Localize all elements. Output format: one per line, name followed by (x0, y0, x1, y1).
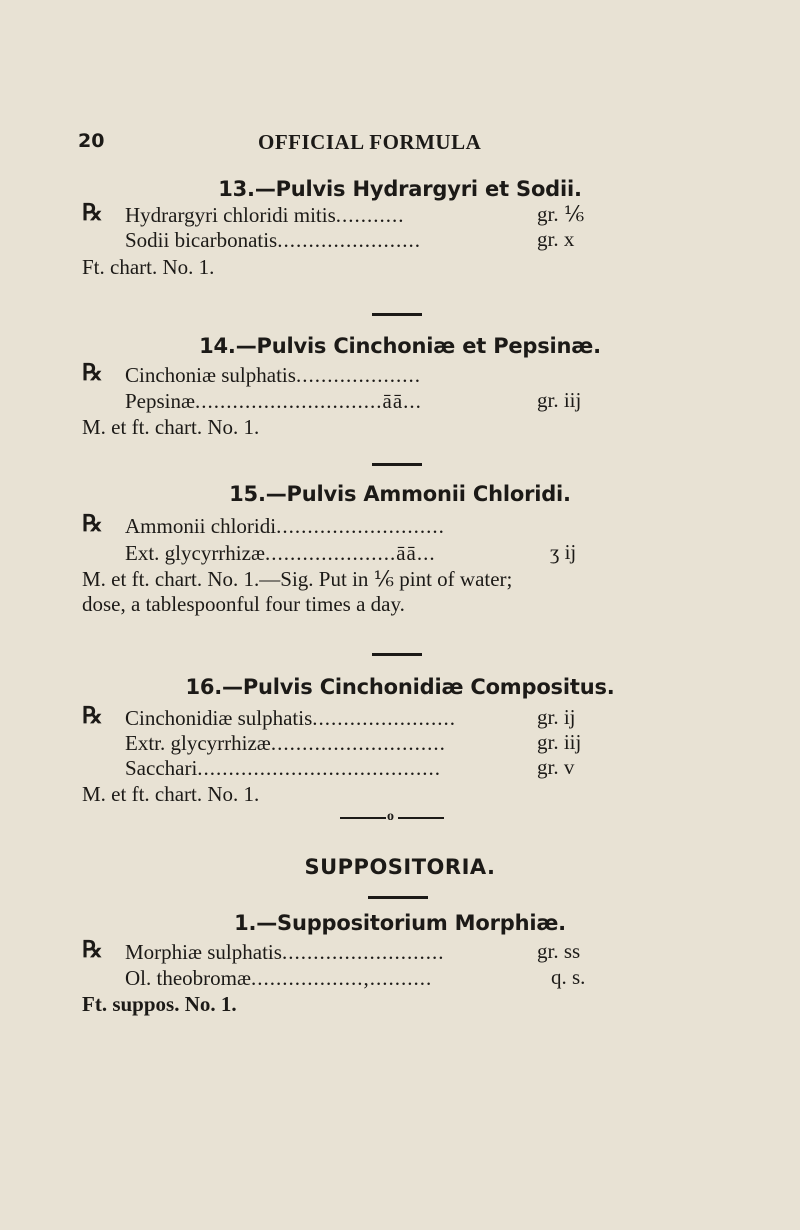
ingredient-name: Ammonii chloridi (125, 514, 277, 538)
ingredient-name: Ext. glycyrrhizæ (125, 541, 265, 565)
leader-dots: ..................,.......... (251, 966, 433, 990)
leader-dots: ....................... (277, 228, 421, 252)
section-divider (372, 313, 422, 316)
leader-dots: .......................... (281, 940, 445, 964)
leader-dots: ............................ (270, 731, 446, 755)
leader-dots: ....................... (312, 706, 457, 730)
ingredient-name: Extr. glycyrrhizæ (125, 731, 271, 755)
formula-direction: M. et ft. chart. No. 1. (82, 782, 260, 806)
ingredient-name: Ol. theobromæ (125, 966, 251, 990)
running-title: OFFICIAL FORMULA (258, 130, 482, 154)
recipe-symbol: ℞ (82, 937, 103, 962)
recipe-symbol: ℞ (82, 511, 103, 536)
ingredient-dose: gr. ss (537, 939, 581, 963)
formula-14-heading: 14.—Pulvis Cinchoniæ et Pepsinæ. (199, 334, 601, 358)
ingredient-dose: gr. iij (537, 388, 582, 412)
ingredient-name: Hydrargyri chloridi mitis (125, 203, 336, 227)
leader-dots: ....................................... (197, 756, 442, 780)
formula-1-heading: 1.—Suppositorium Morphiæ. (234, 911, 566, 935)
recipe-symbol: ℞ (82, 703, 103, 728)
ingredient-dose: q. s. (551, 965, 586, 989)
recipe-symbol: ℞ (82, 200, 103, 225)
ingredient-name: Pepsinæ (125, 389, 196, 413)
ingredient-name: Morphiæ sulphatis (125, 940, 282, 964)
ingredient-name: Cinchoniæ sulphatis (125, 363, 296, 387)
ingredient-name: Sodii bicarbonatis (125, 228, 278, 252)
section-divider (368, 896, 428, 899)
ingredient-name: Sacchari (125, 756, 198, 780)
ingredient-dose: ʒ ij (550, 540, 577, 564)
ornament-divider (340, 809, 450, 824)
leader-dots: .................... (295, 363, 421, 387)
ingredient-line (125, 965, 625, 991)
leader-dots: ..............................āā... (195, 389, 422, 413)
formula-direction-continued: dose, a tablespoonful four times a day. (82, 592, 405, 616)
section-title: SUPPOSITORIA. (304, 855, 496, 879)
leader-dots: ........................... (276, 514, 445, 538)
formula-direction: M. et ft. chart. No. 1. (82, 415, 260, 439)
ingredient-dose: gr. ij (537, 705, 576, 729)
formula-15-heading: 15.—Pulvis Ammonii Chloridi. (229, 482, 571, 506)
leader-dots: ........... (335, 203, 405, 227)
formula-13-heading: 13.—Pulvis Hydrargyri et Sodii. (218, 177, 582, 201)
page-number: 20 (78, 130, 105, 152)
ornament-o: o (387, 809, 394, 824)
formula-16-heading: 16.—Pulvis Cinchonidiæ Compositus. (185, 675, 615, 699)
ingredient-dose: gr. x (537, 227, 575, 251)
formula-direction: Ft. chart. No. 1. (82, 255, 215, 279)
ingredient-dose: gr. v (537, 755, 575, 779)
formula-direction: Ft. suppos. No. 1. (82, 992, 237, 1016)
section-divider (372, 653, 422, 656)
ingredient-line (125, 362, 625, 388)
ingredient-line (125, 513, 625, 539)
running-head (0, 130, 800, 160)
formula-direction: M. et ft. chart. No. 1.—Sig. Put in ⅙ pint of water; (82, 567, 513, 591)
recipe-symbol: ℞ (82, 360, 103, 385)
section-divider (372, 463, 422, 466)
ingredient-dose: gr. ⅙ (537, 202, 585, 226)
ingredient-dose: gr. iij (537, 730, 582, 754)
ingredient-name: Cinchonidiæ sulphatis (125, 706, 313, 730)
leader-dots: .....................āā... (264, 541, 436, 565)
